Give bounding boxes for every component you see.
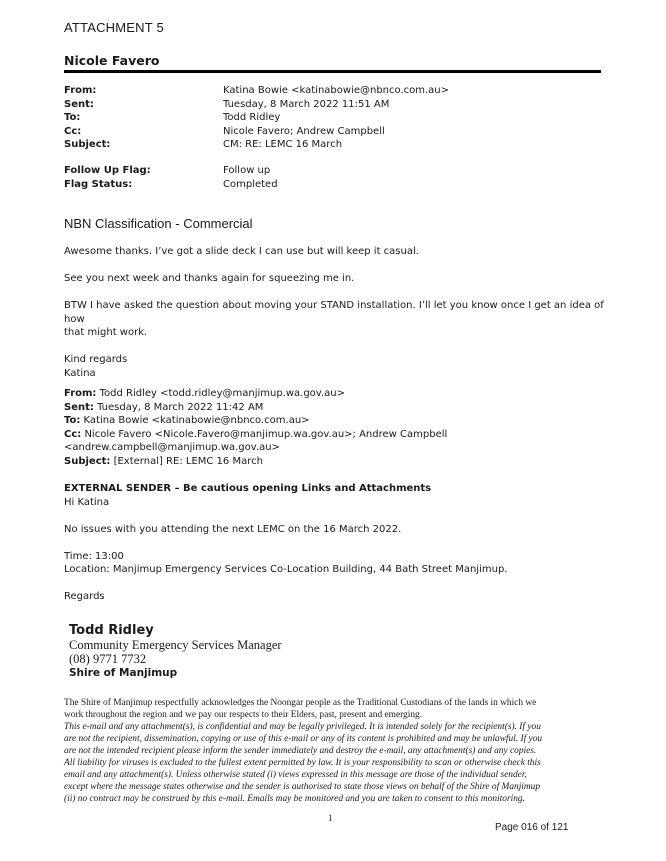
quoted-cc-cont: <andrew.campbell@manjimup.wa.gov.au> [64,442,280,453]
field-value: Nicole Favero; Andrew Campbell [223,125,385,137]
reply-body [64,245,604,380]
header-rule [64,70,601,73]
field-label: Subject: [64,139,111,150]
signature-organisation: Shire of Manjimup [69,667,178,679]
body-paragraph: See you next week and thanks again for squeezing me in. [64,273,355,284]
quoted-from [64,387,604,401]
disclaimer-line: All liability for viruses is excluded to the fullest extent permitted by law. It is your responsibility to scan or otherwise check this [64,758,541,768]
field-value: Todd Ridley [223,112,281,123]
disclaimer-line: except where the message states otherwise and the sender is authorised to state those views on behalf of the Shire of Manjimup [64,782,541,792]
quoted-to [64,414,604,428]
field-label: Follow Up Flag: [64,165,151,176]
closing: Kind regards [64,354,128,365]
email-header-fields [64,84,449,152]
flag-row-status [64,178,278,192]
field-value: Nicole Favero <Nicole.Favero@manjimup.wa.gov.au>; Andrew Campbell [81,428,448,440]
disclaimer-line: (ii) no contract may be construed by this e-mail. Emails may be monitored and you are taken to consent to this monitoring. [64,794,525,804]
disclaimer-line: email and any attachment(s). Unless otherwise stated (i) views expressed in this message are those of the individual sender, [64,770,527,780]
signature-name: Todd Ridley [69,623,154,638]
body-paragraph: that might work. [64,327,148,338]
field-value: Todd Ridley <todd.ridley@manjimup.wa.gov.au> [96,388,345,399]
classification-label: NBN Classification - Commercial [64,216,253,231]
field-value: CM: RE: LEMC 16 March [223,139,343,150]
sender-signoff: Katina [64,367,96,379]
greeting: Hi Katina [64,496,110,508]
meeting-time: Time: 13:00 [64,550,124,562]
field-value: Completed [223,178,278,190]
quoted-cc [64,428,604,442]
field-value: Tuesday, 8 March 2022 11:51 AM [223,98,390,110]
field-label: Subject: [64,455,111,467]
signature-phone: (08) 9771 7732 [69,652,147,666]
field-label: From: [64,388,97,399]
email-disclaimer [64,721,604,805]
page-of-total: Page 016 of 121 [495,822,569,833]
field-label: Sent: [64,401,94,413]
country-acknowledgement [64,697,604,721]
header-row-sent [64,98,449,112]
signature-title: Community Emergency Services Manager [69,638,282,652]
disclaimer-line: are not the recipient, dissemination, copying or use of this e-mail or any of its content is prohibited and may be unlawful. If you [64,734,543,744]
disclaimer-line: are not the intended recipient please inform the sender immediately and destroy the e-mail, any attachment(s) and any copies. [64,746,537,756]
body-paragraph: Awesome thanks. I’ve got a slide deck I can use but will keep it casual. [64,246,419,257]
field-label: Sent: [64,98,94,110]
meeting-location: Location: Manjimup Emergency Services Co-Location Building, 44 Bath Street Manjimup. [64,564,508,575]
header-row-subject [64,138,449,152]
field-value: Follow up [223,165,271,176]
closing: Regards [64,591,105,602]
quoted-header [64,387,604,468]
field-value: Katina Bowie <katinabowie@nbnco.com.au> [80,415,310,426]
flag-row-follow-up [64,164,278,178]
quoted-subject [64,455,604,469]
external-sender-warning: EXTERNAL SENDER – Be cautious opening Links and Attachments [64,483,432,494]
field-value: [External] RE: LEMC 16 March [110,455,263,467]
email-flag-fields [64,164,278,191]
body-paragraph: BTW I have asked the question about moving your STAND installation. I’ll let you know once I get an idea of how [64,300,604,325]
ack-line: The Shire of Manjimup respectfully acknowledges the Noongar people as the Traditional Custodians of the lands in which we [64,698,537,708]
quoted-sent [64,401,604,415]
ack-line: work throughout the region and we pay our respects to their Elders, past, present and emerging. [64,710,423,720]
quoted-body [64,482,604,604]
field-label: To: [64,112,81,123]
field-value: Tuesday, 8 March 2022 11:42 AM [93,401,264,413]
field-label: From: [64,85,97,96]
field-label: Cc: [64,428,82,440]
header-row-from [64,84,449,98]
disclaimer-line: This e-mail and any attachment(s), is confidential and may be legally privileged. It is intended solely for the recipient(s). If you [64,722,541,732]
attachment-label: ATTACHMENT 5 [64,20,164,35]
field-value: Katina Bowie <katinabowie@nbnco.com.au> [223,85,450,96]
header-row-cc [64,125,449,139]
mailbox-owner: Nicole Favero [64,53,160,68]
page-number: 1 [328,813,333,823]
field-label: Flag Status: [64,178,133,190]
header-row-to [64,111,449,125]
field-label: To: [64,415,81,426]
field-label: Cc: [64,125,82,137]
body-paragraph: No issues with you attending the next LEMC on the 16 March 2022. [64,523,402,535]
